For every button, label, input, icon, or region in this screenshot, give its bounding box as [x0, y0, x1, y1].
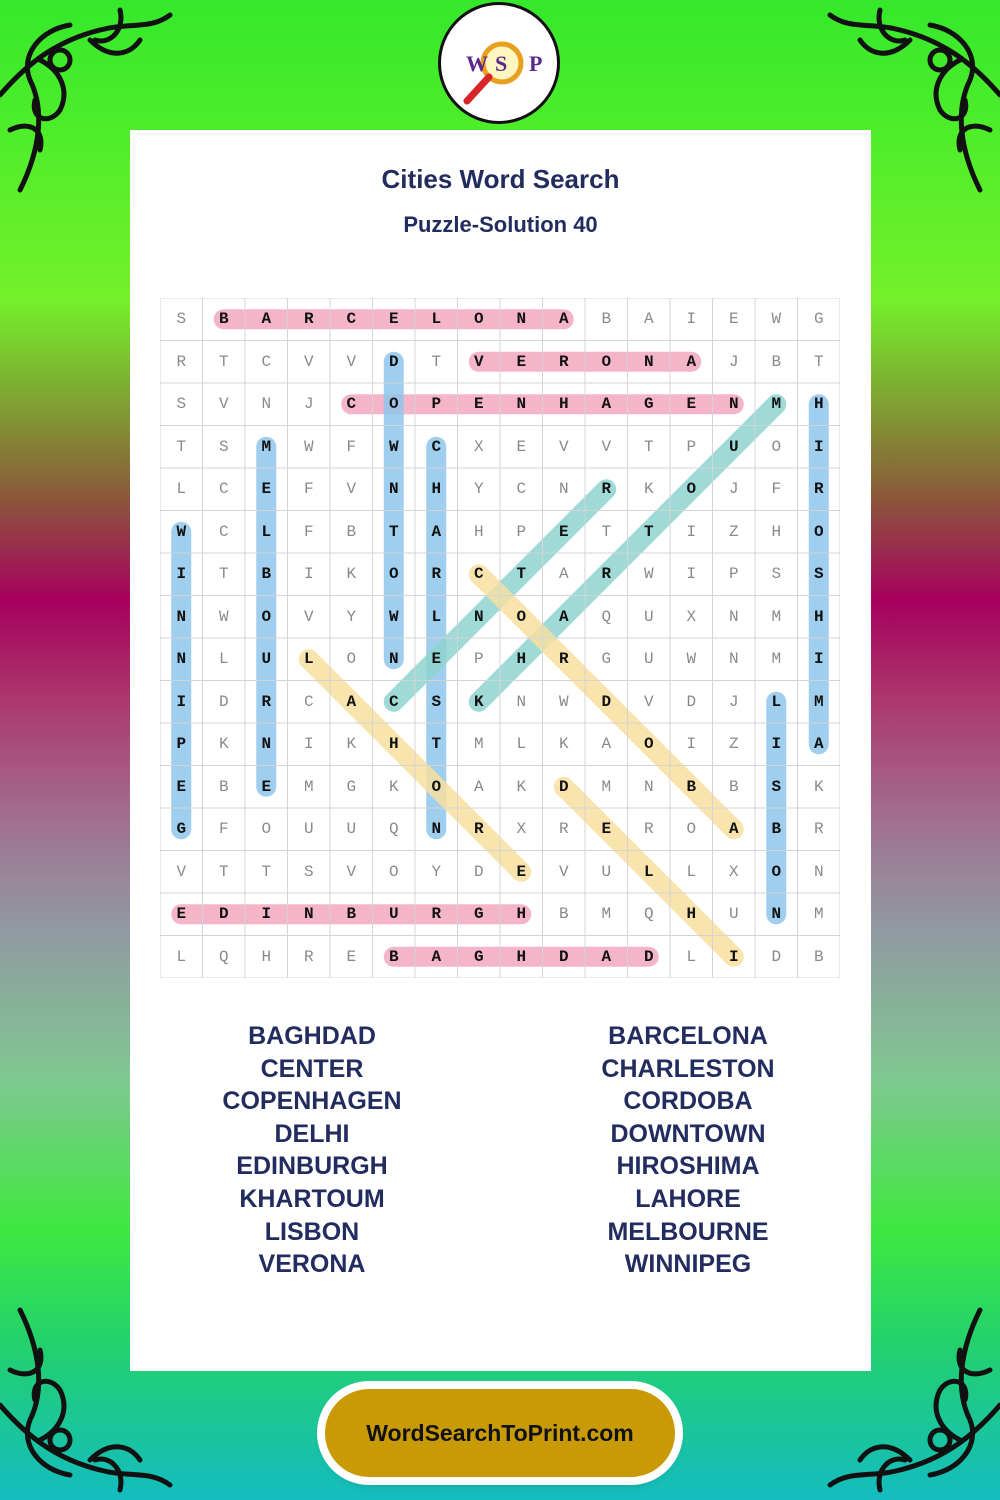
grid-cell: I	[176, 565, 187, 584]
grid-cell: H	[388, 735, 399, 754]
grid-cell: A	[558, 565, 569, 584]
grid-cell: O	[771, 862, 782, 881]
grid-cell: L	[176, 480, 187, 499]
wsp-logo[interactable]	[438, 2, 560, 124]
grid-cell: I	[813, 650, 824, 669]
grid-cell: D	[643, 947, 654, 966]
grid-cell: N	[261, 735, 272, 754]
grid-cell: S	[771, 565, 782, 584]
word-list-item: COPENHAGEN	[222, 1087, 402, 1116]
grid-cell: X	[516, 820, 527, 839]
grid-cell: H	[771, 522, 782, 541]
grid-cell: V	[473, 352, 484, 371]
grid-cell: W	[558, 692, 569, 711]
grid-cell: M	[601, 905, 612, 924]
grid-cell: P	[176, 735, 187, 754]
grid-cell: D	[558, 947, 569, 966]
word-list-item: LISBON	[264, 1217, 360, 1246]
grid-cell: H	[516, 650, 527, 669]
grid-cell: E	[388, 310, 399, 329]
website-link-button[interactable]: WordSearchToPrint.com	[325, 1389, 675, 1477]
grid-cell: U	[388, 905, 399, 924]
grid-cell: R	[473, 820, 484, 839]
grid-cell: S	[176, 310, 187, 329]
grid-cell: R	[261, 692, 272, 711]
grid-cell: N	[516, 310, 527, 329]
grid-cell: F	[346, 437, 357, 456]
grid-cell: T	[176, 437, 187, 456]
grid-cell: E	[728, 310, 739, 329]
grid-cell: E	[346, 947, 357, 966]
grid-cell: L	[431, 310, 442, 329]
grid-cell: K	[388, 777, 399, 796]
grid-cell: R	[643, 820, 654, 839]
grid-cell: N	[303, 905, 314, 924]
word-list-item: BAGHDAD	[248, 1022, 376, 1050]
grid-cell: K	[473, 692, 484, 711]
grid-cell: K	[813, 777, 824, 796]
grid-cell: L	[643, 862, 654, 881]
grid-cell: F	[303, 522, 314, 541]
grid-cell: H	[516, 905, 527, 924]
grid-cell: I	[176, 692, 187, 711]
grid-cell: W	[643, 565, 654, 584]
grid-cell: B	[388, 947, 399, 966]
grid-cell: G	[473, 947, 484, 966]
grid-cell: P	[728, 565, 739, 584]
grid-cell: E	[261, 480, 272, 499]
word-list-item: DELHI	[274, 1119, 350, 1148]
grid-cell: Q	[218, 947, 229, 966]
grid-cell: K	[643, 480, 654, 499]
grid-cell: N	[516, 692, 527, 711]
grid-cell: R	[601, 565, 612, 584]
grid-cell: R	[813, 820, 824, 839]
grid-cell: U	[728, 905, 739, 924]
grid-cell: X	[473, 437, 484, 456]
grid-cell: G	[473, 905, 484, 924]
grid-cell: X	[686, 607, 697, 626]
grid-cell: N	[431, 820, 442, 839]
logo-letter-w: W	[466, 51, 488, 76]
grid-cell: O	[261, 820, 272, 839]
word-search-grid	[160, 298, 840, 978]
grid-cell: Z	[728, 522, 739, 541]
grid-cell: T	[218, 565, 229, 584]
grid-cell: B	[558, 905, 569, 924]
grid-cell: T	[431, 735, 442, 754]
grid-cell: H	[686, 905, 697, 924]
grid-cell: G	[346, 777, 357, 796]
grid-cell: R	[431, 905, 442, 924]
grid-cell: M	[473, 735, 484, 754]
grid-cell: N	[643, 352, 654, 371]
grid-cell: K	[346, 565, 357, 584]
grid-cell: G	[643, 395, 654, 414]
grid-cell: P	[516, 522, 527, 541]
grid-cell: B	[218, 777, 229, 796]
grid-cell: C	[303, 692, 314, 711]
grid-cell: R	[303, 310, 314, 329]
grid-cell: D	[388, 352, 399, 371]
grid-cell: U	[601, 862, 612, 881]
grid-cell: N	[176, 650, 187, 669]
grid-cell: O	[643, 735, 654, 754]
grid-cell: F	[303, 480, 314, 499]
grid-cell: A	[261, 310, 272, 329]
grid-cell: D	[686, 692, 697, 711]
grid-cell: A	[686, 352, 697, 371]
grid-cell: I	[686, 565, 697, 584]
grid-cell: C	[473, 565, 484, 584]
grid-cell: U	[643, 607, 654, 626]
grid-cell: N	[516, 395, 527, 414]
grid-cell: I	[771, 735, 782, 754]
grid-cell: E	[516, 862, 527, 881]
word-list-item: LAHORE	[635, 1184, 741, 1213]
grid-cell: L	[516, 735, 527, 754]
grid-cell: O	[601, 352, 612, 371]
grid-cell: D	[601, 692, 612, 711]
grid-cell: O	[431, 777, 442, 796]
logo-letter-s: S	[495, 51, 508, 76]
grid-cell: O	[388, 862, 399, 881]
grid-cell: T	[601, 522, 612, 541]
grid-cell: Y	[346, 607, 357, 626]
grid-cell: Y	[473, 480, 484, 499]
grid-cell: I	[686, 310, 697, 329]
grid-cell: T	[218, 352, 229, 371]
grid-cell: K	[516, 777, 527, 796]
grid-cell: L	[261, 522, 272, 541]
grid-cell: T	[643, 522, 654, 541]
grid-cell: P	[431, 395, 442, 414]
grid-cell: M	[771, 607, 782, 626]
grid-cell: I	[728, 947, 739, 966]
grid-cell: L	[771, 692, 782, 711]
grid-cell: C	[388, 692, 399, 711]
grid-cell: V	[346, 352, 357, 371]
grid-cell: A	[601, 395, 612, 414]
grid-cell: N	[728, 395, 739, 414]
word-list-item: KHARTOUM	[239, 1184, 385, 1213]
grid-cell: A	[728, 820, 739, 839]
grid-cell: W	[218, 607, 229, 626]
grid-cell: V	[643, 692, 654, 711]
word-list-item: EDINBURGH	[236, 1152, 388, 1181]
grid-cell: B	[346, 905, 357, 924]
grid-cell: H	[473, 522, 484, 541]
grid-cell: A	[813, 735, 824, 754]
grid-cell: W	[686, 650, 697, 669]
grid-cell: R	[558, 820, 569, 839]
grid-cell: W	[388, 437, 399, 456]
grid-cell: V	[558, 437, 569, 456]
grid-cell: H	[516, 947, 527, 966]
grid-cell: X	[728, 862, 739, 881]
grid-cell: C	[261, 352, 272, 371]
grid-cell: W	[388, 607, 399, 626]
grid-cell: V	[303, 607, 314, 626]
grid-cell: P	[686, 437, 697, 456]
grid-cell: B	[771, 352, 782, 371]
grid-cell: B	[813, 947, 824, 966]
grid-cell: D	[473, 862, 484, 881]
grid-cell: D	[558, 777, 569, 796]
grid-cell: A	[601, 947, 612, 966]
grid-cell: M	[813, 905, 824, 924]
grid-cell: E	[686, 395, 697, 414]
grid-cell: J	[303, 395, 314, 414]
grid-cell: V	[176, 862, 187, 881]
grid-cell: S	[771, 777, 782, 796]
grid-cell: U	[728, 437, 739, 456]
grid-cell: B	[218, 310, 229, 329]
grid-cell: C	[218, 522, 229, 541]
page-title: Cities Word Search	[381, 164, 620, 194]
grid-cell: V	[558, 862, 569, 881]
grid-cell: A	[643, 310, 654, 329]
grid-cell: J	[728, 692, 739, 711]
grid-cell: R	[176, 352, 187, 371]
grid-cell: H	[261, 947, 272, 966]
grid-cell: A	[558, 607, 569, 626]
grid-cell: D	[218, 905, 229, 924]
grid-cell: E	[558, 522, 569, 541]
grid-cell: F	[771, 480, 782, 499]
grid-cell: V	[601, 437, 612, 456]
grid-cell: K	[218, 735, 229, 754]
grid-cell: W	[771, 310, 782, 329]
word-list-item: CHARLESTON	[601, 1054, 775, 1083]
grid-cell: C	[431, 437, 442, 456]
grid-cell: G	[601, 650, 612, 669]
grid-cell: T	[813, 352, 824, 371]
grid-cell: W	[303, 437, 314, 456]
grid-cell: N	[558, 480, 569, 499]
grid-cell: O	[388, 395, 399, 414]
grid-cell: E	[431, 650, 442, 669]
grid-cell: A	[431, 947, 442, 966]
grid-cell: G	[813, 310, 824, 329]
grid-cell: A	[346, 692, 357, 711]
grid-cell: G	[176, 820, 187, 839]
grid-cell: O	[346, 650, 357, 669]
grid-cell: R	[558, 352, 569, 371]
grid-cell: A	[431, 522, 442, 541]
word-list-right	[518, 1020, 858, 1281]
grid-cell: A	[601, 735, 612, 754]
grid-cell: L	[303, 650, 314, 669]
logo-letter-p: P	[529, 51, 543, 76]
grid-cell: S	[303, 862, 314, 881]
grid-cell: M	[771, 650, 782, 669]
grid-cell: O	[473, 310, 484, 329]
grid-cell: E	[176, 777, 187, 796]
grid-cell: M	[303, 777, 314, 796]
grid-cell: R	[813, 480, 824, 499]
grid-cell: S	[431, 692, 442, 711]
grid-cell: T	[388, 522, 399, 541]
grid-cell: C	[346, 395, 357, 414]
grid-cell: U	[261, 650, 272, 669]
grid-cell: N	[261, 395, 272, 414]
grid-cell: E	[176, 905, 187, 924]
grid-cell: O	[686, 480, 697, 499]
grid-cell: W	[176, 522, 187, 541]
grid-cell: P	[473, 650, 484, 669]
grid-cell: T	[218, 862, 229, 881]
grid-cell: V	[303, 352, 314, 371]
grid-cell: I	[303, 735, 314, 754]
grid-cell: E	[261, 777, 272, 796]
page-subtitle: Puzzle-Solution 40	[403, 212, 598, 237]
grid-cell: M	[771, 395, 782, 414]
word-list-item: CENTER	[260, 1054, 364, 1083]
grid-cell: E	[516, 352, 527, 371]
grid-cell: B	[601, 310, 612, 329]
grid-cell: T	[643, 437, 654, 456]
grid-cell: A	[473, 777, 484, 796]
grid-cell: V	[218, 395, 229, 414]
grid-cell: M	[813, 692, 824, 711]
grid-cell: H	[431, 480, 442, 499]
word-list-item: BARCELONA	[608, 1022, 768, 1050]
grid-cell: O	[686, 820, 697, 839]
grid-cell: Z	[728, 735, 739, 754]
grid-cell: J	[728, 352, 739, 371]
word-list-left	[142, 1020, 482, 1281]
grid-cell: R	[601, 480, 612, 499]
grid-cell: K	[346, 735, 357, 754]
grid-cell: D	[218, 692, 229, 711]
grid-cell: F	[218, 820, 229, 839]
grid-cell: O	[771, 437, 782, 456]
grid-cell: T	[431, 352, 442, 371]
word-list-item: WINNIPEG	[624, 1250, 752, 1279]
word-list-item: HIROSHIMA	[616, 1152, 760, 1181]
grid-cell: Q	[643, 905, 654, 924]
grid-cell: T	[261, 862, 272, 881]
puzzle-panel	[130, 130, 871, 1371]
grid-cell: E	[516, 437, 527, 456]
grid-cell: B	[771, 820, 782, 839]
grid-cell: Q	[388, 820, 399, 839]
grid-cell: O	[813, 522, 824, 541]
grid-cell: N	[813, 862, 824, 881]
grid-cell: U	[346, 820, 357, 839]
grid-cell: L	[686, 947, 697, 966]
grid-cell: S	[176, 395, 187, 414]
grid-cell: O	[388, 565, 399, 584]
grid-cell: C	[516, 480, 527, 499]
grid-cell: I	[686, 735, 697, 754]
word-list-item: DOWNTOWN	[610, 1119, 766, 1148]
grid-cell: N	[728, 650, 739, 669]
grid-cell: U	[643, 650, 654, 669]
grid-cell: I	[813, 437, 824, 456]
grid-cell: B	[346, 522, 357, 541]
grid-cell: I	[261, 905, 272, 924]
grid-cell: N	[176, 607, 187, 626]
grid-cell: S	[218, 437, 229, 456]
grid-cell: H	[813, 395, 824, 414]
grid-cell: N	[388, 480, 399, 499]
grid-cell: L	[176, 947, 187, 966]
grid-cell: L	[431, 607, 442, 626]
grid-cell: B	[686, 777, 697, 796]
grid-cell: J	[728, 480, 739, 499]
grid-cell: V	[346, 480, 357, 499]
grid-cell: D	[771, 947, 782, 966]
grid-cell: K	[558, 735, 569, 754]
grid-cell: L	[218, 650, 229, 669]
grid-cell: A	[558, 310, 569, 329]
grid-cell: E	[601, 820, 612, 839]
word-list-item: CORDOBA	[623, 1087, 753, 1116]
grid-cell: B	[728, 777, 739, 796]
grid-cell: R	[558, 650, 569, 669]
grid-cell: R	[303, 947, 314, 966]
grid-cell: H	[558, 395, 569, 414]
grid-cell: M	[601, 777, 612, 796]
grid-cell: Q	[601, 607, 612, 626]
word-list-item: MELBOURNE	[607, 1217, 769, 1246]
grid-cell: T	[516, 565, 527, 584]
grid-cell: O	[516, 607, 527, 626]
grid-cell: U	[303, 820, 314, 839]
grid-cell: B	[261, 565, 272, 584]
grid-cell: S	[813, 565, 824, 584]
grid-cell: V	[346, 862, 357, 881]
grid-cell: N	[643, 777, 654, 796]
grid-cell: O	[261, 607, 272, 626]
grid-cell: I	[303, 565, 314, 584]
grid-cell: R	[431, 565, 442, 584]
grid-cell: E	[473, 395, 484, 414]
grid-cell: L	[686, 862, 697, 881]
grid-cell: I	[686, 522, 697, 541]
grid-cell: C	[346, 310, 357, 329]
grid-cell: M	[261, 437, 272, 456]
grid-cell: N	[728, 607, 739, 626]
grid-cell: H	[813, 607, 824, 626]
grid-cell: Y	[431, 862, 442, 881]
letter-cells	[160, 298, 840, 978]
grid-cell: N	[473, 607, 484, 626]
grid-cell: N	[388, 650, 399, 669]
word-list-item: VERONA	[258, 1250, 366, 1279]
grid-cell: N	[771, 905, 782, 924]
grid-cell: C	[218, 480, 229, 499]
